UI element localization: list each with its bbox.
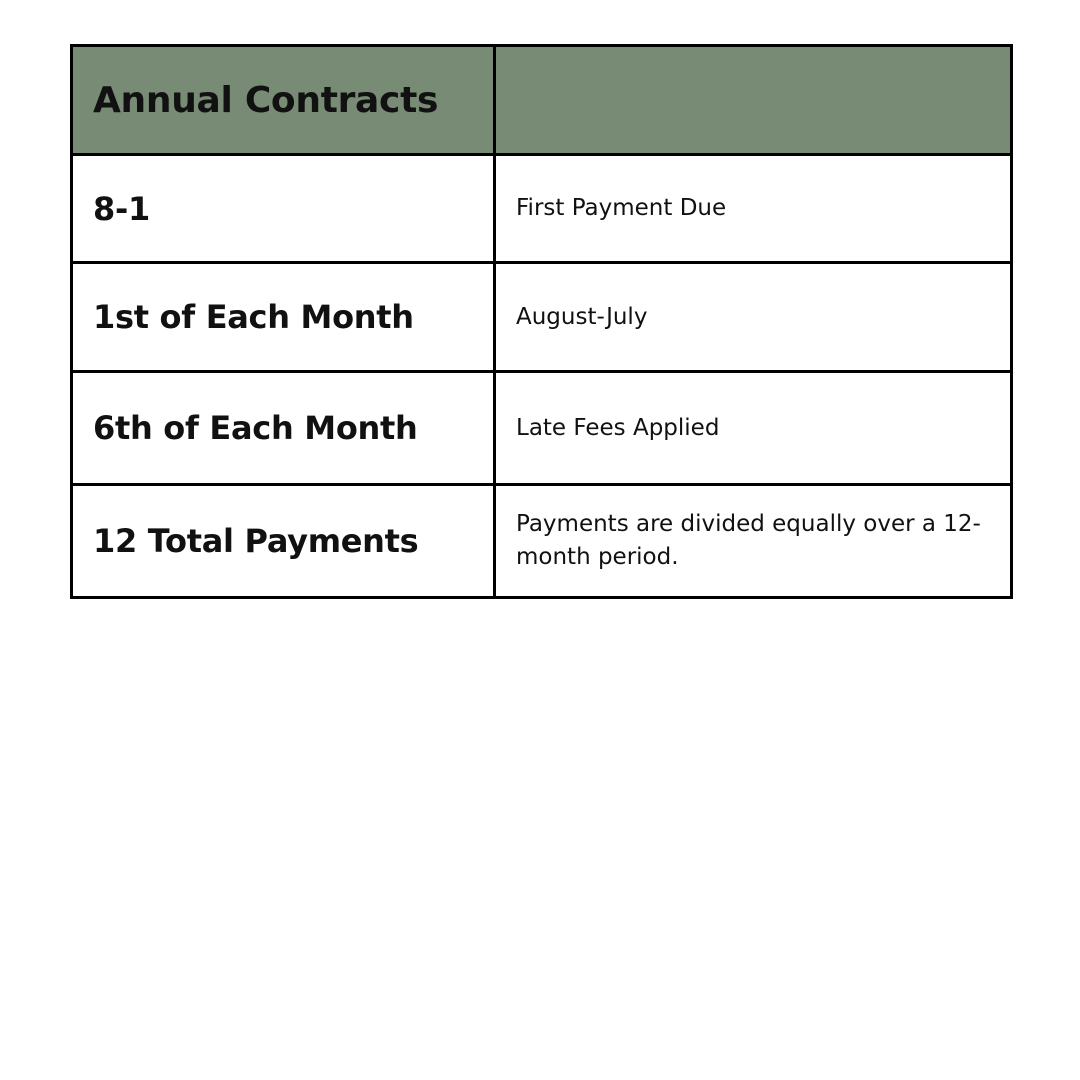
row-description: August-July: [495, 263, 1012, 372]
annual-contracts-table: [70, 44, 1013, 599]
table-header-row: [72, 46, 1012, 155]
table-row: [72, 372, 1012, 485]
row-description: Late Fees Applied: [495, 372, 1012, 485]
table-row: [72, 485, 1012, 598]
row-description: First Payment Due: [495, 155, 1012, 263]
row-term: 6th of Each Month: [72, 372, 495, 485]
table-row: [72, 263, 1012, 372]
table-row: [72, 155, 1012, 263]
row-term: 8-1: [72, 155, 495, 263]
row-term: 12 Total Payments: [72, 485, 495, 598]
table-title: Annual Contracts: [72, 46, 495, 155]
row-description: Payments are divided equally over a 12-month period.: [495, 485, 1012, 598]
row-term: 1st of Each Month: [72, 263, 495, 372]
table-header-empty-cell: [495, 46, 1012, 155]
